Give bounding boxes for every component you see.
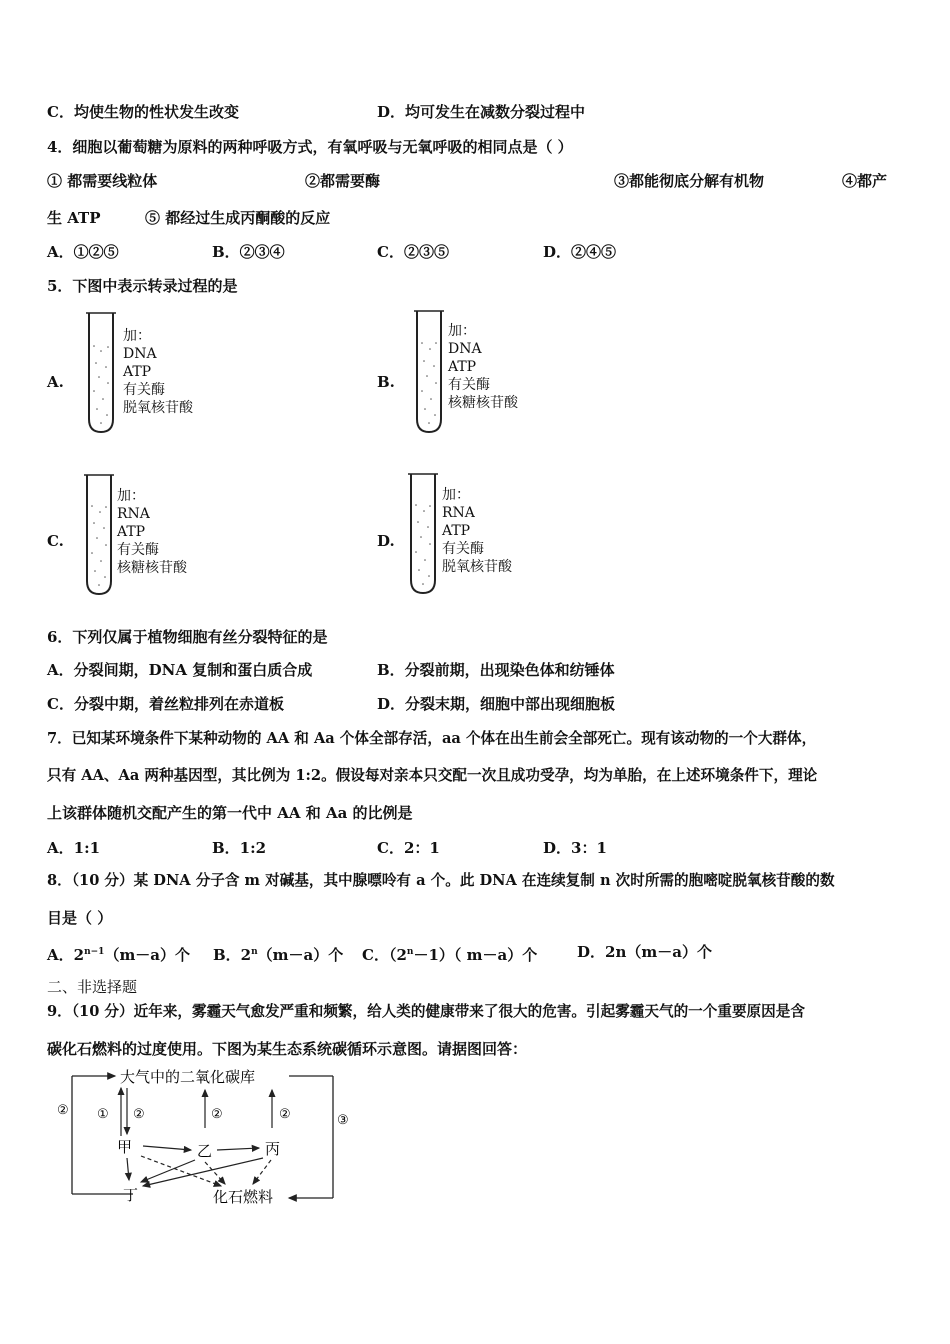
co2-pool-label: 大气中的二氧化碳库 [120, 1068, 256, 1086]
label-circle-2-left: ② [57, 1103, 69, 1118]
arrow-bing-fuel [253, 1160, 271, 1184]
q8-option-a: A．$2^{n-1}(m-a)$个 [47, 946, 191, 964]
test-tube-d [408, 472, 538, 600]
q4-item-1: ① 都需要线粒体 [47, 172, 158, 190]
q3-option-d: D．均可发生在减数分裂过程中 [377, 103, 586, 121]
tube-d-label-0: 加： [442, 487, 470, 503]
q7-line-2: 只有 AA、Aa 两种基因型，其比例为 1:2。假设每对亲本只交配一次且成功受孕，均为单胎，在上述环境条件下，理论 [47, 767, 818, 784]
q4-option-d: D．②④⑤ [543, 243, 617, 261]
tube-d-label-3: 有关酶 [442, 541, 484, 557]
q4-item-4b: 生 ATP [47, 209, 101, 227]
label-circle-1: ① [97, 1107, 109, 1122]
label-circle-2-bing: ② [279, 1107, 291, 1122]
tube-d-label-1: RNA [442, 505, 475, 521]
node-bing: 丙 [265, 1140, 281, 1158]
tube-a-label-2: ATP [123, 364, 152, 380]
arrow-yi-bing [217, 1148, 259, 1150]
tube-b-label-4: 核糖核苷酸 [448, 395, 518, 411]
q7-line-1: 7．已知某环境条件下某种动物的 AA 和 Aa 个体全部存活，aa 个体在出生前会全部死亡。现有该动物的一个大群体， [47, 730, 817, 747]
tube-c-label-3: 有关酶 [117, 542, 159, 558]
arrow-jia-yi [143, 1146, 191, 1150]
q7-option-d: D．3：1 [543, 839, 607, 857]
tube-b-label-1: DNA [448, 341, 482, 357]
tube-a-label-1: DNA [123, 346, 157, 362]
q3-option-c: C．均使生物的性状发生改变 [47, 103, 239, 121]
q4-option-b: B．②③④ [212, 243, 285, 261]
tube-b-label-0: 加： [448, 323, 476, 339]
tube-b-label-3: 有关酶 [448, 377, 490, 393]
node-fossil-fuel: 化石燃料 [213, 1188, 274, 1206]
q4-item-2: ②都需要酶 [305, 172, 381, 190]
q5-letter-d: D. [377, 532, 395, 550]
test-tube-a [86, 311, 216, 439]
node-yi: 乙 [197, 1142, 213, 1160]
tube-a-label-4: 脱氧核苷酸 [123, 400, 193, 416]
label-circle-3: ③ [337, 1113, 349, 1128]
tube-b-label-2: ATP [448, 359, 477, 375]
tube-a-label-3: 有关酶 [123, 382, 165, 398]
q5-stem: 5．下图中表示转录过程的是 [47, 277, 238, 295]
q6-stem: 6．下列仅属于植物细胞有丝分裂特征的是 [47, 628, 328, 646]
q8-line-1: 8．（10 分）某 DNA 分子含 m 对碱基，其中腺嘌呤有 a 个。此 DNA 在连续复制 n 次时所需的胞嘧啶脱氧核苷酸的数 [47, 872, 835, 889]
q7-option-b: B．1:2 [212, 839, 267, 857]
arrow-bing-ding [143, 1158, 263, 1186]
q9-line-2: 碳化石燃料的过度使用。下图为某生态系统碳循环示意图。请据图回答： [47, 1040, 528, 1058]
tube-d-label-2: ATP [442, 523, 471, 539]
node-jia: 甲 [117, 1138, 133, 1156]
q4-stem: 4．细胞以葡萄糖为原料的两种呼吸方式，有氧呼吸与无氧呼吸的相同点是（ ） [47, 138, 573, 156]
tube-d-label-4: 脱氧核苷酸 [442, 559, 512, 575]
label-circle-2-jia: ② [133, 1107, 145, 1122]
q6-option-a: A．分裂间期，DNA 复制和蛋白质合成 [47, 661, 313, 679]
label-circle-2-yi: ② [211, 1107, 223, 1122]
q8-option-c: C．$(2^n-1)$（ m－a）个 [362, 946, 538, 964]
tube-c-label-4: 核糖核苷酸 [117, 560, 187, 576]
q8-option-b: B．$2^n(m-a)$个 [213, 946, 344, 964]
arrow-jia-ding [127, 1158, 129, 1180]
q5-letter-c: C. [47, 532, 64, 550]
q4-item-3: ③都能彻底分解有机物 [614, 172, 765, 190]
q6-option-c: C．分裂中期，着丝粒排列在赤道板 [47, 695, 284, 713]
q4-option-a: A．①②⑤ [47, 243, 119, 261]
section-heading: 二、非选择题 [47, 978, 138, 996]
tube-c-label-1: RNA [117, 506, 150, 522]
q6-option-d: D．分裂末期，细胞中部出现细胞板 [377, 695, 616, 713]
q5-letter-b: B. [377, 373, 395, 391]
q5-letter-a: A. [47, 373, 64, 391]
q7-line-3: 上该群体随机交配产生的第一代中 AA 和 Aa 的比例是 [47, 804, 413, 822]
q8-line-2: 目是（ ） [47, 909, 113, 927]
q4-item-5: ⑤ 都经过生成丙酮酸的反应 [145, 209, 331, 227]
q4-option-c: C．②③⑤ [377, 243, 449, 261]
arrow-yi-ding [141, 1160, 195, 1182]
tube-c-label-0: 加： [117, 488, 145, 504]
q7-option-a: A．1:1 [47, 839, 101, 857]
carbon-cycle-diagram [45, 1066, 365, 1208]
tube-a-label-0: 加： [123, 328, 151, 344]
q8-option-d: D．2n（m－a）个 [577, 943, 712, 961]
tube-c-label-2: ATP [117, 524, 146, 540]
test-tube-b [414, 309, 544, 439]
node-ding: 丁 [123, 1186, 139, 1204]
q4-item-4a: ④都产 [842, 172, 888, 190]
q7-option-c: C．2：1 [377, 839, 440, 857]
q6-option-b: B．分裂前期，出现染色体和纺锤体 [377, 661, 615, 679]
q9-line-1: 9．（10 分）近年来，雾霾天气愈发严重和频繁，给人类的健康带来了很大的危害。引起雾霾天气的一个重要原因是含 [47, 1003, 805, 1020]
test-tube-c [84, 473, 214, 601]
